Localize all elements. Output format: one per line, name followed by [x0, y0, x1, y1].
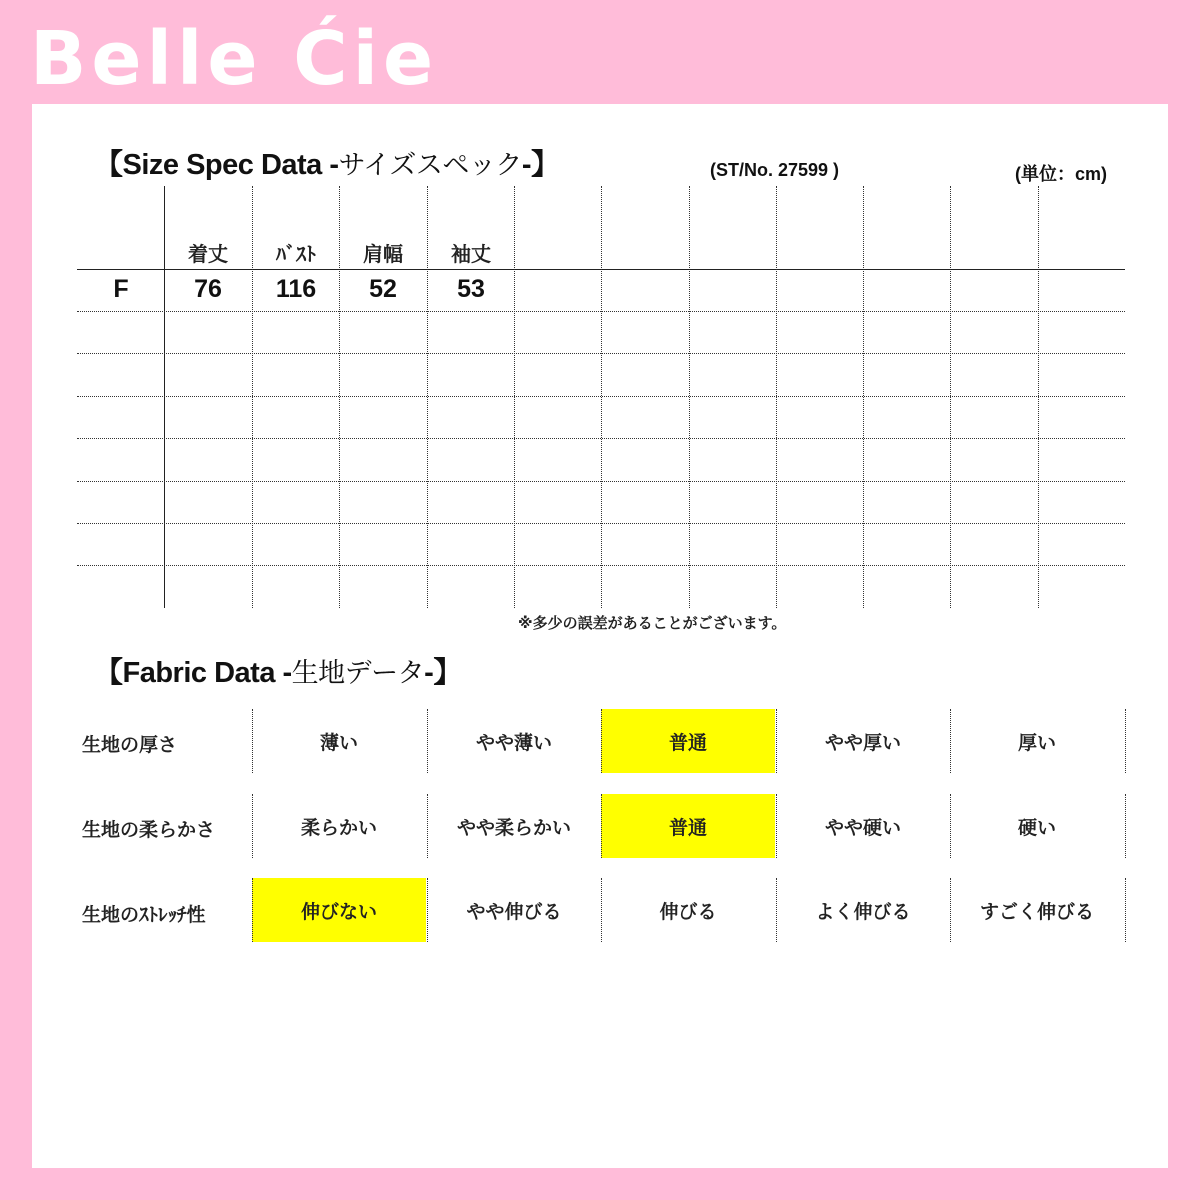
fabric-option-softness-3: やや硬い	[824, 816, 901, 839]
grid-column-line	[863, 186, 864, 608]
fabric-row-label-stretch: 生地のｽﾄﾚｯﾁ性	[82, 904, 206, 926]
value-length: 76	[194, 275, 222, 303]
fabric-cell-divider	[1125, 709, 1126, 773]
fabric-cell-divider	[776, 709, 777, 773]
fabric-option-stretch-0: 伸びない	[252, 878, 426, 942]
fabric-option-thickness-0: 薄い	[319, 731, 358, 754]
size-label: F	[113, 275, 129, 303]
tolerance-note: ※多少の誤差があることがございます。	[518, 614, 787, 632]
fabric-option-softness-2: 普通	[601, 794, 775, 858]
grid-row-line	[77, 396, 1125, 397]
grid-row-line	[77, 353, 1125, 354]
value-sleeve: 53	[457, 275, 485, 303]
grid-column-line	[1038, 186, 1039, 608]
value-bust: 116	[275, 275, 317, 303]
value-shoulder: 52	[369, 275, 397, 303]
brand-logo: Belle Ćie	[30, 16, 439, 102]
fabric-cell-divider	[427, 878, 428, 942]
fabric-option-thickness-2: 普通	[601, 709, 775, 773]
fabric-option-thickness-1: やや薄い	[475, 731, 552, 754]
grid-row-line	[77, 523, 1125, 524]
header-divider	[77, 269, 1125, 270]
fabric-option-stretch-1: やや伸びる	[466, 900, 562, 923]
fabric-cell-divider	[252, 878, 253, 942]
fabric-cell-divider	[1125, 794, 1126, 858]
fabric-cell-divider	[776, 878, 777, 942]
fabric-cell-divider	[950, 878, 951, 942]
fabric-option-stretch-4: すごく伸びる	[979, 900, 1094, 923]
fabric-row-label-thickness: 生地の厚さ	[82, 734, 178, 756]
fabric-cell-divider	[427, 794, 428, 858]
unit-label: (単位：cm)	[1015, 164, 1108, 184]
fabric-option-softness-4: 硬い	[1017, 816, 1056, 839]
grid-column-line	[776, 186, 777, 608]
fabric-row-label-softness: 生地の柔らかさ	[82, 819, 216, 841]
grid-row-line	[77, 311, 1125, 312]
grid-column-line	[601, 186, 602, 608]
fabric-cell-divider	[427, 709, 428, 773]
fabric-cell-divider	[252, 709, 253, 773]
fabric-cell-divider	[950, 794, 951, 858]
fabric-option-stretch-2: 伸びる	[659, 900, 717, 923]
header-sleeve: 袖丈	[451, 242, 491, 266]
fabric-cell-divider	[776, 794, 777, 858]
fabric-cell-divider	[601, 709, 602, 773]
fabric-cell-divider	[601, 794, 602, 858]
fabric-option-softness-0: 柔らかい	[300, 816, 377, 839]
header-length: 着丈	[188, 242, 228, 266]
grid-column-line	[689, 186, 690, 608]
header-shoulder: 肩幅	[363, 242, 403, 266]
grid-row-line	[77, 565, 1125, 566]
fabric-option-stretch-3: よく伸びる	[815, 900, 911, 923]
grid-column-line	[950, 186, 951, 608]
fabric-data-title: 【Fabric Data -生地データ-】	[94, 657, 462, 689]
fabric-cell-divider	[950, 709, 951, 773]
grid-row-line	[77, 481, 1125, 482]
fabric-cell-divider	[601, 878, 602, 942]
style-number: (ST/No. 27599 )	[710, 160, 840, 180]
grid-row-line	[77, 438, 1125, 439]
size-spec-title: 【Size Spec Data -サイズスペック-】	[94, 149, 560, 181]
fabric-option-thickness-3: やや厚い	[824, 731, 901, 754]
fabric-option-softness-1: やや柔らかい	[456, 816, 571, 839]
fabric-cell-divider	[1125, 878, 1126, 942]
fabric-option-thickness-4: 厚い	[1017, 731, 1056, 754]
fabric-cell-divider	[252, 794, 253, 858]
spec-panel	[32, 104, 1168, 1168]
header-bust: ﾊﾞｽﾄ	[276, 242, 316, 266]
